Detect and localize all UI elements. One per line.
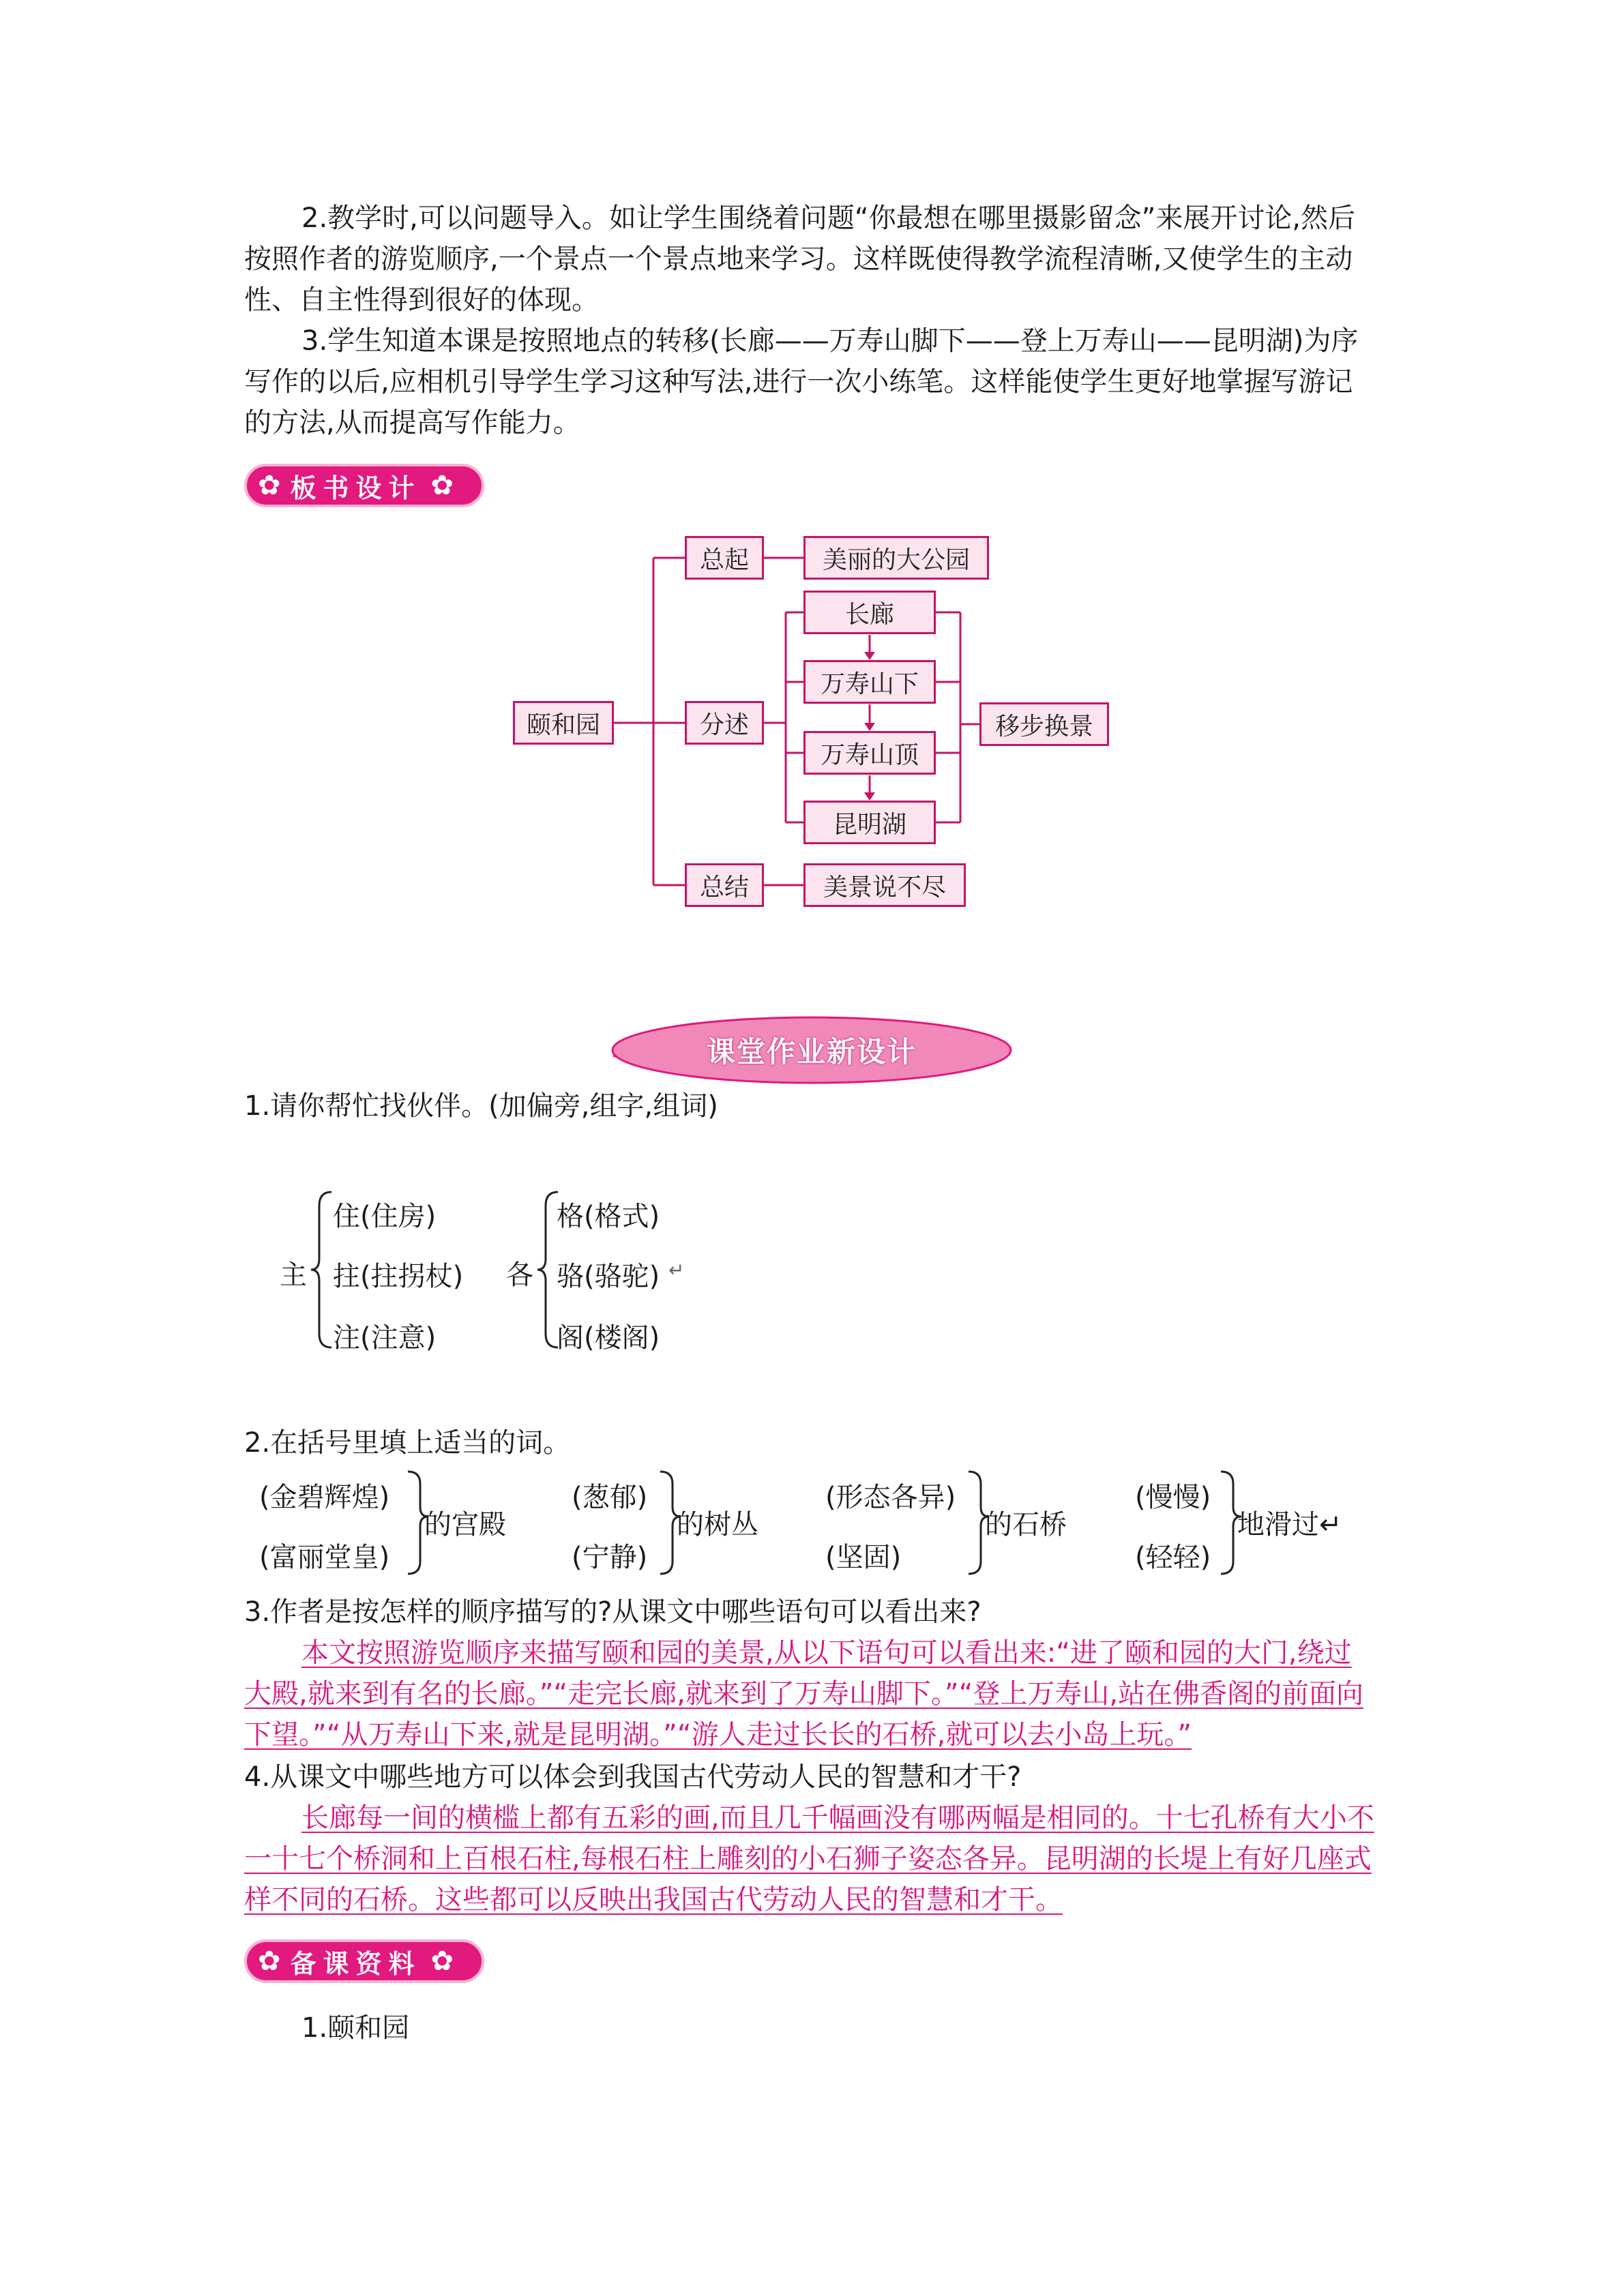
intro-paragraph-3: 3.学生知道本课是按照地点的转移(长廊——万寿山脚下——登上万寿山——昆明湖)为序写作的以后,应相机引导学生学习这种写法,进行一次小练笔。这样能使学生更好地掌握写游记的方法,从而提高写作能力。 [244, 325, 1359, 438]
board-detail-summary: 移步换景 [979, 702, 1109, 746]
q1-root-a: 主 [280, 1259, 307, 1291]
intro-paragraph-2: 2.教学时,可以问题导入。如让学生围绕着问题“你最想在哪里摄影留念”来展开讨论,然后按照作者的游览顺序,一个景点一个景点地来学习。这样既使得教学流程清晰,又使学生的主动性、自主性得到很好的体现。 [244, 203, 1356, 316]
flower-icon: ✿ [258, 1945, 281, 1977]
q2-word: (坚固) [825, 1542, 902, 1573]
flower-icon: ✿ [430, 1945, 454, 1977]
q2-word: (金碧辉煌) [259, 1482, 390, 1513]
answer-3-text: 本文按照游览顺序来描写颐和园的美景,从以下语句可以看出来:“进了颐和园的大门,绕过大殿,就来到有名的长廊。”“走完长廊,就来到了万寿山脚下。”“登上万寿山,站在佛香阁的前面向下望。”“从万寿山下来,就是昆明湖。”“游人走过长长的石桥,就可以去小岛上玩。” [244, 1637, 1364, 1750]
badge-title: 板书设计 [290, 473, 422, 503]
q1-root-b: 各 [506, 1259, 533, 1291]
prep-item-1: 1.颐和园 [301, 2012, 410, 2044]
q2-suffix: 的树丛 [677, 1509, 758, 1540]
question-2: 2.在括号里填上适当的词。 [244, 1427, 571, 1459]
answer-3 [244, 1632, 1376, 1755]
board-branch-conclusion: 总结 [685, 863, 764, 907]
return-mark-icon: ↵ [668, 1259, 685, 1281]
q1-item: 骆(骆驼) [557, 1261, 660, 1292]
board-branch-intro: 总起 [685, 536, 764, 580]
question-1: 1.请你帮忙找伙伴。(加偏旁,组字,组词) [244, 1090, 718, 1122]
answer-4 [244, 1798, 1376, 1920]
question-4: 4.从课文中哪些地方可以体会到我国古代劳动人民的智慧和才干? [244, 1761, 1022, 1793]
q2-word: (慢慢) [1135, 1482, 1211, 1513]
flower-icon: ✿ [430, 470, 454, 501]
q2-word: (轻轻) [1135, 1542, 1211, 1573]
board-sub-mountain-top: 万寿山顶 [803, 731, 936, 775]
q2-word: (形态各异) [825, 1482, 956, 1513]
board-branch-detail: 分述 [685, 701, 764, 745]
board-root-box: 颐和园 [513, 701, 614, 745]
flower-icon: ✿ [258, 470, 281, 501]
q2-suffix: 的石桥 [985, 1509, 1067, 1540]
q1-item: 拄(拄拐杖) [333, 1261, 464, 1292]
q2-word: (葱郁) [572, 1482, 648, 1513]
badge-title: 备课资料 [290, 1948, 422, 1979]
question-3: 3.作者是按怎样的顺序描写的?从课文中哪些语句可以看出来? [244, 1596, 981, 1628]
board-sub-mountain-foot: 万寿山下 [803, 660, 936, 704]
q2-word: (富丽堂皇) [259, 1542, 390, 1573]
answer-4-text: 长廊每一间的横槛上都有五彩的画,而且几千幅画没有哪两幅是相同的。十七孔桥有大小不一十七个桥洞和上百根石柱,每根石柱上雕刻的小石狮子姿态各异。昆明湖的长堤上有好几座式样不同的石桥。这些都可以反映出我国古代劳动人民的智慧和才干。 [244, 1802, 1374, 1915]
board-sub-kunming-lake: 昆明湖 [803, 801, 936, 844]
q1-item: 阁(楼阁) [557, 1322, 660, 1354]
q1-item: 格(格式) [557, 1201, 660, 1232]
q2-suffix: 的宫殿 [424, 1509, 506, 1540]
board-branch-conclusion-content: 美景说不尽 [803, 863, 966, 907]
prep-materials-badge [244, 1939, 484, 1983]
q1-item: 注(注意) [333, 1322, 437, 1354]
board-branch-intro-content: 美丽的大公园 [803, 536, 989, 580]
homework-title: 课堂作业新设计 [706, 1035, 917, 1069]
q2-word: (宁静) [572, 1542, 648, 1573]
q1-item: 住(住房) [333, 1201, 437, 1232]
q2-suffix: 地滑过↵ [1237, 1509, 1342, 1540]
board-sub-corridor: 长廊 [803, 591, 936, 634]
